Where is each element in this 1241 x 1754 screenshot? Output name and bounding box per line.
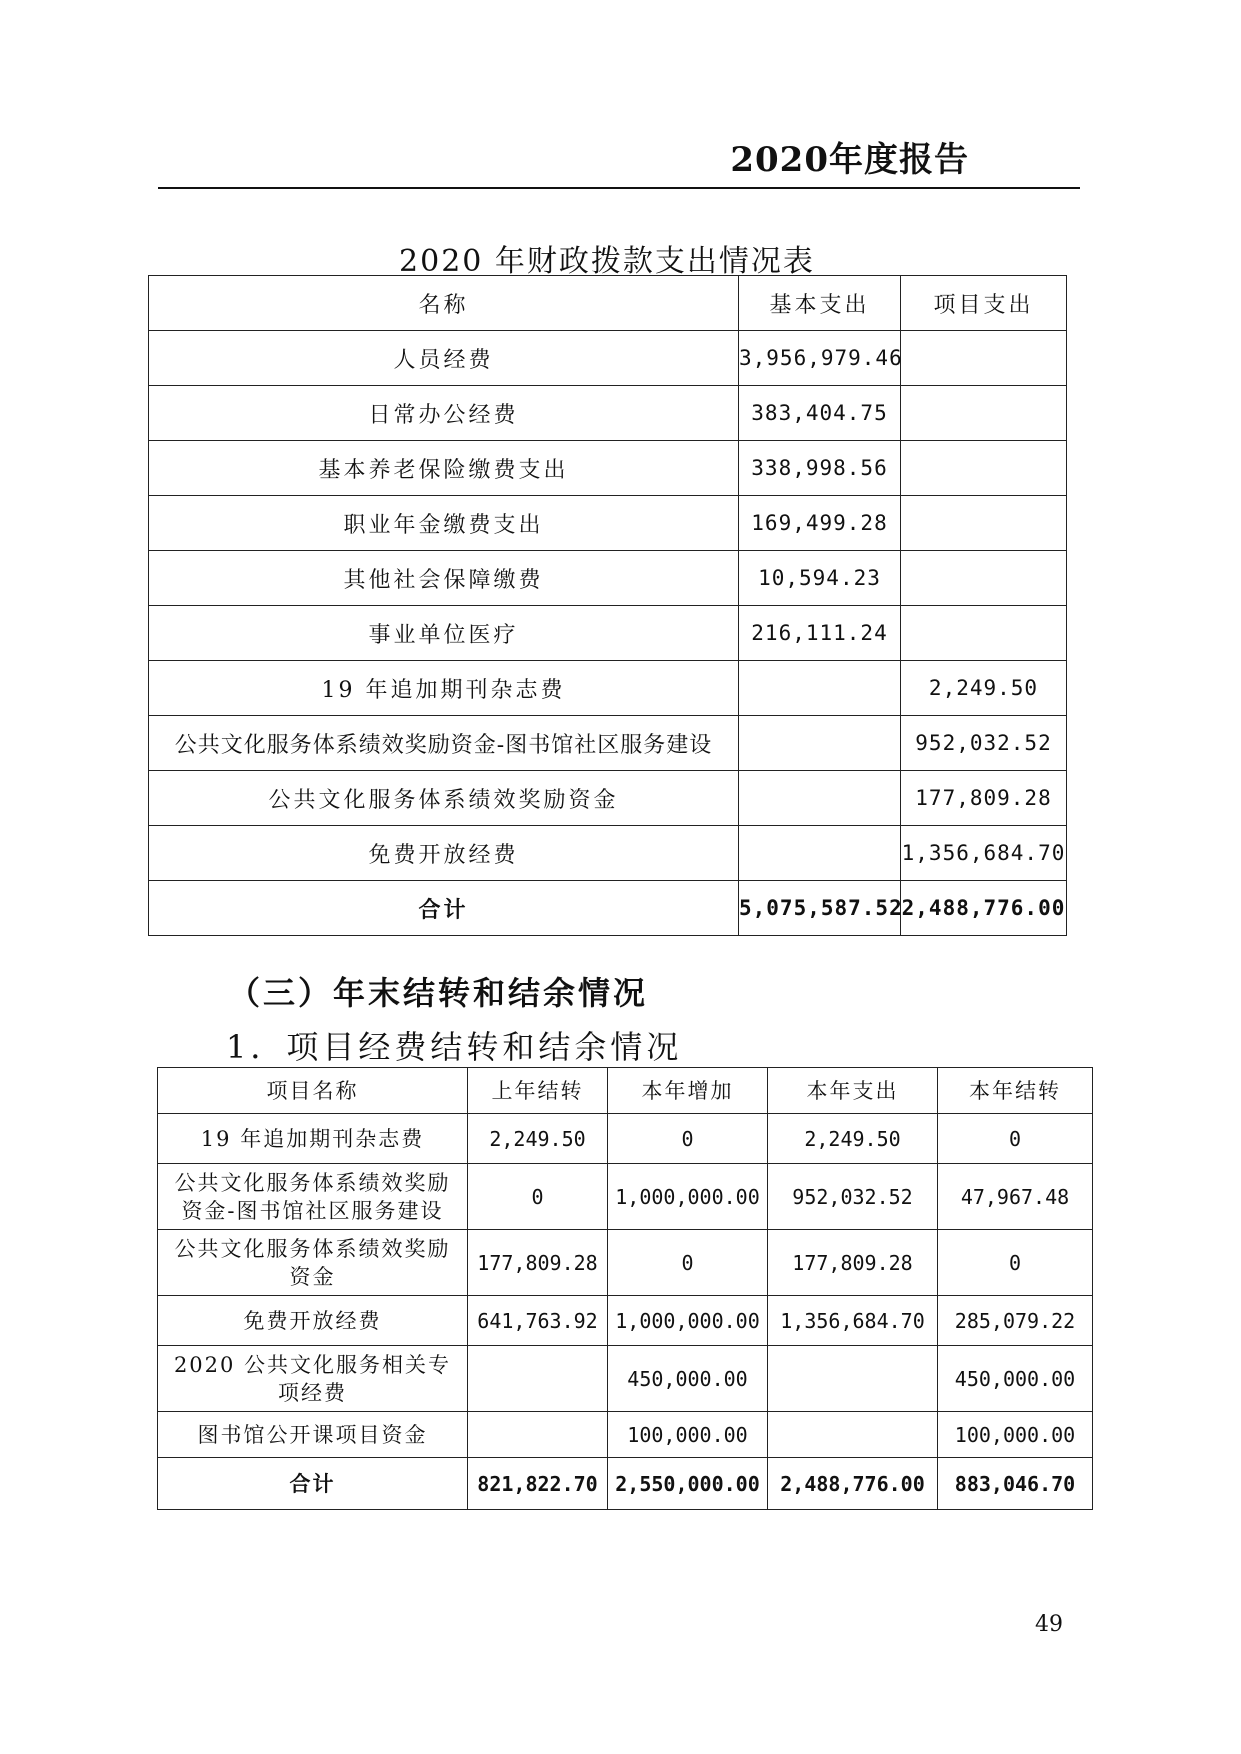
row-name-cell: 公共文化服务体系绩效奖励资金-图书馆社区服务建设	[149, 716, 739, 771]
table-row	[149, 441, 1067, 496]
current-expense-cell: 177,809.28	[768, 1230, 938, 1296]
current-expense-cell: 952,032.52	[768, 1164, 938, 1230]
project-expense-cell	[901, 496, 1067, 551]
project-expense-cell	[901, 331, 1067, 386]
total-label-cell: 合计	[158, 1458, 468, 1510]
current-increase-cell: 450,000.00	[608, 1346, 768, 1412]
project-name-cell: 公共文化服务体系绩效奖励资金	[158, 1230, 468, 1296]
row-name-cell: 公共文化服务体系绩效奖励资金	[149, 771, 739, 826]
row-name-cell: 人员经费	[149, 331, 739, 386]
column-header: 本年支出	[768, 1068, 938, 1114]
project-name-cell: 公共文化服务体系绩效奖励资金-图书馆社区服务建设	[158, 1164, 468, 1230]
table-row	[158, 1346, 1093, 1412]
row-name-cell: 日常办公经费	[149, 386, 739, 441]
prior-carryover-cell	[468, 1346, 608, 1412]
project-expense-cell: 177,809.28	[901, 771, 1067, 826]
table-row	[158, 1230, 1093, 1296]
project-name-cell: 19 年追加期刊杂志费	[158, 1114, 468, 1164]
current-increase-cell: 0	[608, 1230, 768, 1296]
project-name-cell: 图书馆公开课项目资金	[158, 1412, 468, 1458]
current-expense-cell: 2,249.50	[768, 1114, 938, 1164]
project-expense-cell	[901, 441, 1067, 496]
current-expense-cell: 1,356,684.70	[768, 1296, 938, 1346]
header-divider	[158, 187, 1080, 189]
column-header: 名称	[149, 276, 739, 331]
current-expense-cell	[768, 1346, 938, 1412]
total-prior-carryover-cell: 821,822.70	[468, 1458, 608, 1510]
section-heading: （三）年末结转和结余情况	[228, 974, 649, 1012]
table-total-row	[158, 1458, 1093, 1510]
column-header: 本年增加	[608, 1068, 768, 1114]
column-header: 本年结转	[938, 1068, 1093, 1114]
basic-expense-cell: 383,404.75	[739, 386, 901, 441]
basic-expense-cell: 216,111.24	[739, 606, 901, 661]
total-project-expense-cell: 2,488,776.00	[901, 881, 1067, 936]
section-subheading: 1．项目经费结转和结余情况	[226, 1028, 683, 1066]
project-name-cell: 免费开放经费	[158, 1296, 468, 1346]
basic-expense-cell: 3,956,979.46	[739, 331, 901, 386]
financial-appropriation-expenditure-table	[148, 275, 1067, 936]
column-header: 项目支出	[901, 276, 1067, 331]
table-row	[149, 661, 1067, 716]
basic-expense-cell	[739, 826, 901, 881]
current-carryover-cell: 450,000.00	[938, 1346, 1093, 1412]
current-carryover-cell: 0	[938, 1230, 1093, 1296]
table-row	[149, 771, 1067, 826]
project-expense-cell	[901, 386, 1067, 441]
current-increase-cell: 0	[608, 1114, 768, 1164]
table-row	[149, 496, 1067, 551]
total-current-expense-cell: 2,488,776.00	[768, 1458, 938, 1510]
column-header: 上年结转	[468, 1068, 608, 1114]
table-row	[158, 1296, 1093, 1346]
row-name-cell: 基本养老保险缴费支出	[149, 441, 739, 496]
current-increase-cell: 1,000,000.00	[608, 1296, 768, 1346]
project-name-cell: 2020 公共文化服务相关专项经费	[158, 1346, 468, 1412]
project-expense-cell: 2,249.50	[901, 661, 1067, 716]
column-header: 基本支出	[739, 276, 901, 331]
page-number: 49	[1035, 1612, 1063, 1637]
row-name-cell: 事业单位医疗	[149, 606, 739, 661]
prior-carryover-cell: 0	[468, 1164, 608, 1230]
basic-expense-cell	[739, 661, 901, 716]
project-carryover-balance-table	[157, 1067, 1093, 1510]
total-current-carryover-cell: 883,046.70	[938, 1458, 1093, 1510]
row-name-cell: 19 年追加期刊杂志费	[149, 661, 739, 716]
basic-expense-cell	[739, 771, 901, 826]
current-carryover-cell: 285,079.22	[938, 1296, 1093, 1346]
prior-carryover-cell	[468, 1412, 608, 1458]
table-total-row	[149, 881, 1067, 936]
current-expense-cell	[768, 1412, 938, 1458]
total-current-increase-cell: 2,550,000.00	[608, 1458, 768, 1510]
basic-expense-cell	[739, 716, 901, 771]
basic-expense-cell: 169,499.28	[739, 496, 901, 551]
column-header: 项目名称	[158, 1068, 468, 1114]
prior-carryover-cell: 177,809.28	[468, 1230, 608, 1296]
current-carryover-cell: 0	[938, 1114, 1093, 1164]
table-row	[149, 606, 1067, 661]
table-row	[149, 331, 1067, 386]
project-expense-cell	[901, 606, 1067, 661]
project-expense-cell	[901, 551, 1067, 606]
table-row	[158, 1114, 1093, 1164]
current-increase-cell: 1,000,000.00	[608, 1164, 768, 1230]
table-row	[149, 386, 1067, 441]
table-header-row	[149, 276, 1067, 331]
prior-carryover-cell: 641,763.92	[468, 1296, 608, 1346]
project-expense-cell: 952,032.52	[901, 716, 1067, 771]
total-label-cell: 合计	[149, 881, 739, 936]
report-header-title: 2020年度报告	[730, 140, 969, 180]
project-expense-cell: 1,356,684.70	[901, 826, 1067, 881]
table1-title: 2020 年财政拨款支出情况表	[399, 244, 815, 279]
table-row	[149, 551, 1067, 606]
table-row	[158, 1164, 1093, 1230]
current-carryover-cell: 100,000.00	[938, 1412, 1093, 1458]
prior-carryover-cell: 2,249.50	[468, 1114, 608, 1164]
row-name-cell: 职业年金缴费支出	[149, 496, 739, 551]
current-increase-cell: 100,000.00	[608, 1412, 768, 1458]
table-row	[149, 716, 1067, 771]
table-header-row	[158, 1068, 1093, 1114]
current-carryover-cell: 47,967.48	[938, 1164, 1093, 1230]
basic-expense-cell: 338,998.56	[739, 441, 901, 496]
row-name-cell: 免费开放经费	[149, 826, 739, 881]
table-row	[158, 1412, 1093, 1458]
table-row	[149, 826, 1067, 881]
basic-expense-cell: 10,594.23	[739, 551, 901, 606]
row-name-cell: 其他社会保障缴费	[149, 551, 739, 606]
total-basic-expense-cell: 5,075,587.52	[739, 881, 901, 936]
